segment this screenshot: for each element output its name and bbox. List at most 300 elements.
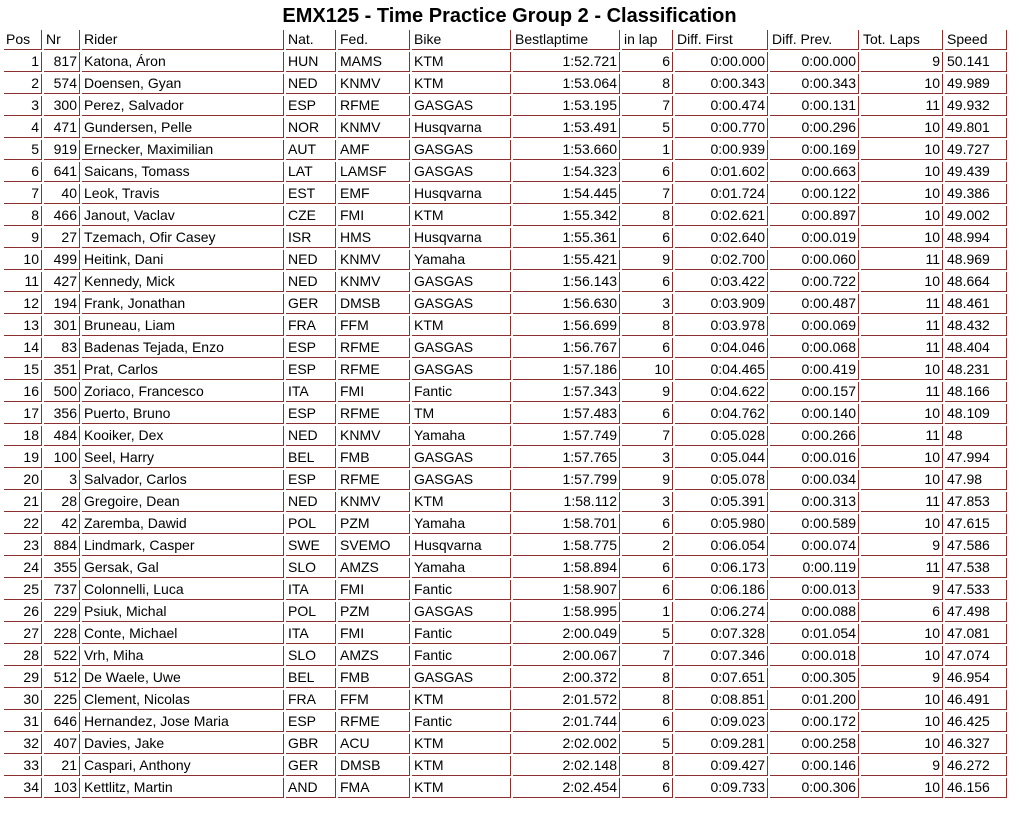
cell-speed: 47.498 — [945, 602, 1007, 622]
cell-diff-first: 0:00.770 — [675, 118, 768, 138]
cell-fed: AMZS — [338, 646, 410, 666]
cell-in-lap: 6 — [622, 712, 673, 732]
cell-tot-laps: 10 — [861, 734, 943, 754]
cell-fed: HMS — [338, 228, 410, 248]
cell-diff-prev: 0:00.016 — [770, 448, 859, 468]
cell-diff-prev: 0:01.054 — [770, 624, 859, 644]
cell-fed: RFME — [338, 404, 410, 424]
cell-diff-prev: 0:00.140 — [770, 404, 859, 424]
cell-diff-first: 0:02.640 — [675, 228, 768, 248]
cell-speed: 46.156 — [945, 778, 1007, 798]
cell-rider: Leok, Travis — [82, 184, 284, 204]
cell-diff-prev: 0:00.034 — [770, 470, 859, 490]
cell-speed: 49.989 — [945, 74, 1007, 94]
cell-bestlaptime: 1:57.186 — [513, 360, 620, 380]
table-row — [4, 514, 1007, 534]
table-row — [4, 580, 1007, 600]
cell-nr: 3 — [44, 470, 80, 490]
cell-in-lap: 6 — [622, 404, 673, 424]
cell-diff-prev: 0:00.663 — [770, 162, 859, 182]
cell-in-lap: 6 — [622, 338, 673, 358]
cell-diff-first: 0:06.186 — [675, 580, 768, 600]
cell-speed: 48.664 — [945, 272, 1007, 292]
cell-tot-laps: 10 — [861, 778, 943, 798]
cell-in-lap: 6 — [622, 558, 673, 578]
cell-in-lap: 1 — [622, 140, 673, 160]
cell-diff-prev: 0:00.068 — [770, 338, 859, 358]
cell-bike: GASGAS — [412, 272, 511, 292]
table-body — [4, 52, 1007, 798]
cell-speed: 49.002 — [945, 206, 1007, 226]
cell-speed: 47.538 — [945, 558, 1007, 578]
cell-pos: 19 — [4, 448, 42, 468]
cell-nr: 225 — [44, 690, 80, 710]
cell-fed: FMA — [338, 778, 410, 798]
cell-rider: Zoriaco, Francesco — [82, 382, 284, 402]
cell-nat: NED — [286, 250, 336, 270]
cell-in-lap: 5 — [622, 118, 673, 138]
cell-diff-first: 0:05.078 — [675, 470, 768, 490]
cell-speed: 46.491 — [945, 690, 1007, 710]
cell-speed: 47.98 — [945, 470, 1007, 490]
cell-diff-prev: 0:00.013 — [770, 580, 859, 600]
cell-speed: 48 — [945, 426, 1007, 446]
cell-pos: 34 — [4, 778, 42, 798]
cell-in-lap: 10 — [622, 360, 673, 380]
table-row — [4, 250, 1007, 270]
cell-fed: FMI — [338, 382, 410, 402]
cell-nr: 42 — [44, 514, 80, 534]
cell-nat: ITA — [286, 624, 336, 644]
cell-bestlaptime: 2:02.148 — [513, 756, 620, 776]
cell-fed: FMI — [338, 580, 410, 600]
cell-tot-laps: 11 — [861, 492, 943, 512]
cell-nat: POL — [286, 602, 336, 622]
cell-in-lap: 8 — [622, 690, 673, 710]
cell-bike: KTM — [412, 52, 511, 72]
cell-pos: 26 — [4, 602, 42, 622]
cell-rider: Kennedy, Mick — [82, 272, 284, 292]
cell-nat: AND — [286, 778, 336, 798]
cell-speed: 49.386 — [945, 184, 1007, 204]
cell-bike: Yamaha — [412, 514, 511, 534]
table-row — [4, 470, 1007, 490]
table-row — [4, 712, 1007, 732]
cell-bike: Yamaha — [412, 250, 511, 270]
cell-speed: 48.461 — [945, 294, 1007, 314]
cell-tot-laps: 11 — [861, 382, 943, 402]
cell-diff-first: 0:02.700 — [675, 250, 768, 270]
cell-bestlaptime: 1:57.483 — [513, 404, 620, 424]
cell-diff-first: 0:02.621 — [675, 206, 768, 226]
cell-fed: FMI — [338, 624, 410, 644]
cell-fed: FMI — [338, 206, 410, 226]
cell-nr: 574 — [44, 74, 80, 94]
cell-pos: 24 — [4, 558, 42, 578]
cell-fed: RFME — [338, 96, 410, 116]
cell-diff-prev: 0:00.897 — [770, 206, 859, 226]
table-row — [4, 118, 1007, 138]
cell-fed: LAMSF — [338, 162, 410, 182]
cell-speed: 48.969 — [945, 250, 1007, 270]
cell-in-lap: 9 — [622, 382, 673, 402]
cell-diff-first: 0:09.281 — [675, 734, 768, 754]
cell-pos: 4 — [4, 118, 42, 138]
cell-diff-prev: 0:00.343 — [770, 74, 859, 94]
cell-tot-laps: 10 — [861, 404, 943, 424]
header-in-lap: in lap — [622, 30, 673, 50]
cell-diff-first: 0:01.602 — [675, 162, 768, 182]
cell-tot-laps: 9 — [861, 668, 943, 688]
cell-fed: KNMV — [338, 118, 410, 138]
cell-speed: 47.994 — [945, 448, 1007, 468]
cell-speed: 49.439 — [945, 162, 1007, 182]
cell-nr: 21 — [44, 756, 80, 776]
cell-rider: De Waele, Uwe — [82, 668, 284, 688]
cell-in-lap: 3 — [622, 294, 673, 314]
cell-nat: GER — [286, 756, 336, 776]
cell-pos: 10 — [4, 250, 42, 270]
cell-diff-prev: 0:00.157 — [770, 382, 859, 402]
table-row — [4, 294, 1007, 314]
cell-bestlaptime: 2:00.067 — [513, 646, 620, 666]
cell-diff-prev: 0:00.419 — [770, 360, 859, 380]
cell-bestlaptime: 1:58.112 — [513, 492, 620, 512]
cell-fed: RFME — [338, 360, 410, 380]
cell-nr: 884 — [44, 536, 80, 556]
cell-pos: 5 — [4, 140, 42, 160]
cell-diff-first: 0:09.023 — [675, 712, 768, 732]
cell-rider: Seel, Harry — [82, 448, 284, 468]
cell-speed: 49.727 — [945, 140, 1007, 160]
cell-tot-laps: 10 — [861, 624, 943, 644]
cell-bestlaptime: 1:56.767 — [513, 338, 620, 358]
header-rider: Rider — [82, 30, 284, 50]
cell-in-lap: 8 — [622, 316, 673, 336]
cell-bike: GASGAS — [412, 294, 511, 314]
cell-diff-prev: 0:00.169 — [770, 140, 859, 160]
table-row — [4, 646, 1007, 666]
cell-rider: Zaremba, Dawid — [82, 514, 284, 534]
table-row — [4, 206, 1007, 226]
cell-speed: 47.853 — [945, 492, 1007, 512]
cell-fed: KNMV — [338, 250, 410, 270]
cell-nr: 466 — [44, 206, 80, 226]
cell-bestlaptime: 2:02.002 — [513, 734, 620, 754]
cell-fed: DMSB — [338, 294, 410, 314]
cell-nat: AUT — [286, 140, 336, 160]
cell-bike: Fantic — [412, 646, 511, 666]
cell-bike: KTM — [412, 778, 511, 798]
cell-rider: Vrh, Miha — [82, 646, 284, 666]
cell-tot-laps: 10 — [861, 272, 943, 292]
cell-bestlaptime: 1:56.630 — [513, 294, 620, 314]
table-row — [4, 96, 1007, 116]
cell-fed: PZM — [338, 602, 410, 622]
cell-diff-prev: 0:00.487 — [770, 294, 859, 314]
cell-in-lap: 8 — [622, 206, 673, 226]
cell-in-lap: 8 — [622, 756, 673, 776]
cell-tot-laps: 10 — [861, 184, 943, 204]
cell-pos: 12 — [4, 294, 42, 314]
header-bike: Bike — [412, 30, 511, 50]
cell-bike: Fantic — [412, 580, 511, 600]
table-row — [4, 778, 1007, 798]
cell-rider: Heitink, Dani — [82, 250, 284, 270]
cell-nat: ESP — [286, 712, 336, 732]
cell-bike: GASGAS — [412, 162, 511, 182]
cell-pos: 27 — [4, 624, 42, 644]
cell-nr: 407 — [44, 734, 80, 754]
cell-diff-first: 0:07.346 — [675, 646, 768, 666]
cell-diff-first: 0:06.274 — [675, 602, 768, 622]
cell-tot-laps: 11 — [861, 558, 943, 578]
cell-speed: 48.166 — [945, 382, 1007, 402]
cell-tot-laps: 10 — [861, 470, 943, 490]
cell-diff-first: 0:09.427 — [675, 756, 768, 776]
cell-tot-laps: 11 — [861, 338, 943, 358]
cell-rider: Davies, Jake — [82, 734, 284, 754]
table-row — [4, 316, 1007, 336]
cell-fed: KNMV — [338, 74, 410, 94]
cell-tot-laps: 9 — [861, 52, 943, 72]
table-row — [4, 74, 1007, 94]
cell-tot-laps: 10 — [861, 206, 943, 226]
cell-bestlaptime: 1:57.765 — [513, 448, 620, 468]
cell-nr: 522 — [44, 646, 80, 666]
cell-nr: 28 — [44, 492, 80, 512]
cell-nat: NED — [286, 74, 336, 94]
cell-nr: 471 — [44, 118, 80, 138]
cell-in-lap: 6 — [622, 272, 673, 292]
cell-in-lap: 5 — [622, 734, 673, 754]
cell-nr: 351 — [44, 360, 80, 380]
table-row — [4, 52, 1007, 72]
cell-tot-laps: 11 — [861, 316, 943, 336]
cell-nat: POL — [286, 514, 336, 534]
cell-diff-prev: 0:00.258 — [770, 734, 859, 754]
cell-bike: Husqvarna — [412, 184, 511, 204]
cell-bike: GASGAS — [412, 448, 511, 468]
cell-fed: AMZS — [338, 558, 410, 578]
cell-in-lap: 9 — [622, 470, 673, 490]
table-row — [4, 360, 1007, 380]
cell-tot-laps: 10 — [861, 140, 943, 160]
page-title: EMX125 - Time Practice Group 2 - Classification — [282, 5, 737, 27]
cell-fed: DMSB — [338, 756, 410, 776]
cell-fed: FMB — [338, 448, 410, 468]
cell-diff-first: 0:00.474 — [675, 96, 768, 116]
cell-bike: KTM — [412, 206, 511, 226]
cell-bestlaptime: 1:58.894 — [513, 558, 620, 578]
cell-diff-prev: 0:00.088 — [770, 602, 859, 622]
cell-diff-first: 0:04.046 — [675, 338, 768, 358]
cell-rider: Clement, Nicolas — [82, 690, 284, 710]
cell-diff-prev: 0:00.060 — [770, 250, 859, 270]
cell-tot-laps: 10 — [861, 162, 943, 182]
cell-pos: 13 — [4, 316, 42, 336]
cell-bestlaptime: 1:58.995 — [513, 602, 620, 622]
cell-tot-laps: 11 — [861, 294, 943, 314]
cell-diff-first: 0:06.173 — [675, 558, 768, 578]
cell-tot-laps: 10 — [861, 712, 943, 732]
cell-rider: Gundersen, Pelle — [82, 118, 284, 138]
cell-pos: 6 — [4, 162, 42, 182]
cell-rider: Salvador, Carlos — [82, 470, 284, 490]
classification-table — [2, 28, 1009, 800]
cell-diff-first: 0:00.343 — [675, 74, 768, 94]
cell-bestlaptime: 1:58.775 — [513, 536, 620, 556]
cell-nr: 427 — [44, 272, 80, 292]
cell-pos: 8 — [4, 206, 42, 226]
cell-pos: 25 — [4, 580, 42, 600]
cell-nr: 355 — [44, 558, 80, 578]
header-speed: Speed — [945, 30, 1007, 50]
cell-bestlaptime: 1:58.907 — [513, 580, 620, 600]
cell-diff-first: 0:04.762 — [675, 404, 768, 424]
cell-diff-prev: 0:00.589 — [770, 514, 859, 534]
cell-speed: 48.404 — [945, 338, 1007, 358]
table-row — [4, 624, 1007, 644]
cell-diff-first: 0:04.622 — [675, 382, 768, 402]
cell-fed: KNMV — [338, 426, 410, 446]
cell-tot-laps: 10 — [861, 690, 943, 710]
table-row — [4, 536, 1007, 556]
cell-bestlaptime: 1:54.323 — [513, 162, 620, 182]
cell-nat: FRA — [286, 690, 336, 710]
cell-bestlaptime: 2:02.454 — [513, 778, 620, 798]
cell-fed: ACU — [338, 734, 410, 754]
cell-nr: 919 — [44, 140, 80, 160]
cell-bestlaptime: 1:53.660 — [513, 140, 620, 160]
table-row — [4, 272, 1007, 292]
cell-tot-laps: 10 — [861, 74, 943, 94]
cell-bike: KTM — [412, 316, 511, 336]
cell-nat: NED — [286, 426, 336, 446]
cell-bike: GASGAS — [412, 360, 511, 380]
cell-rider: Badenas Tejada, Enzo — [82, 338, 284, 358]
cell-diff-prev: 0:01.200 — [770, 690, 859, 710]
cell-diff-first: 0:03.909 — [675, 294, 768, 314]
cell-tot-laps: 10 — [861, 360, 943, 380]
cell-bestlaptime: 1:55.342 — [513, 206, 620, 226]
header-fed: Fed. — [338, 30, 410, 50]
table-row — [4, 602, 1007, 622]
cell-pos: 3 — [4, 96, 42, 116]
cell-speed: 50.141 — [945, 52, 1007, 72]
cell-diff-prev: 0:00.172 — [770, 712, 859, 732]
table-row — [4, 338, 1007, 358]
cell-nat: LAT — [286, 162, 336, 182]
cell-diff-first: 0:05.028 — [675, 426, 768, 446]
cell-rider: Ernecker, Maximilian — [82, 140, 284, 160]
cell-diff-prev: 0:00.018 — [770, 646, 859, 666]
cell-nr: 301 — [44, 316, 80, 336]
cell-pos: 20 — [4, 470, 42, 490]
cell-nat: ESP — [286, 338, 336, 358]
cell-rider: Tzemach, Ofir Casey — [82, 228, 284, 248]
cell-diff-prev: 0:00.266 — [770, 426, 859, 446]
cell-speed: 48.231 — [945, 360, 1007, 380]
cell-nat: CZE — [286, 206, 336, 226]
cell-bestlaptime: 2:01.572 — [513, 690, 620, 710]
cell-nr: 100 — [44, 448, 80, 468]
cell-bike: KTM — [412, 492, 511, 512]
cell-tot-laps: 10 — [861, 448, 943, 468]
cell-bike: GASGAS — [412, 140, 511, 160]
cell-nat: ISR — [286, 228, 336, 248]
cell-nat: SLO — [286, 558, 336, 578]
cell-bestlaptime: 1:55.361 — [513, 228, 620, 248]
cell-diff-prev: 0:00.122 — [770, 184, 859, 204]
cell-bestlaptime: 2:00.372 — [513, 668, 620, 688]
cell-speed: 48.994 — [945, 228, 1007, 248]
cell-rider: Kettlitz, Martin — [82, 778, 284, 798]
table-row — [4, 448, 1007, 468]
cell-in-lap: 5 — [622, 624, 673, 644]
cell-pos: 22 — [4, 514, 42, 534]
cell-nat: ESP — [286, 470, 336, 490]
table-row — [4, 228, 1007, 248]
header-bestlaptime: Bestlaptime — [513, 30, 620, 50]
cell-nat: ESP — [286, 96, 336, 116]
cell-bestlaptime: 1:56.699 — [513, 316, 620, 336]
cell-rider: Conte, Michael — [82, 624, 284, 644]
cell-diff-first: 0:03.978 — [675, 316, 768, 336]
cell-in-lap: 6 — [622, 228, 673, 248]
cell-pos: 30 — [4, 690, 42, 710]
cell-pos: 32 — [4, 734, 42, 754]
cell-nr: 817 — [44, 52, 80, 72]
cell-bike: Husqvarna — [412, 536, 511, 556]
cell-diff-first: 0:05.391 — [675, 492, 768, 512]
cell-pos: 21 — [4, 492, 42, 512]
cell-nr: 228 — [44, 624, 80, 644]
cell-diff-first: 0:08.851 — [675, 690, 768, 710]
cell-nr: 356 — [44, 404, 80, 424]
cell-rider: Saicans, Tomass — [82, 162, 284, 182]
cell-tot-laps: 10 — [861, 646, 943, 666]
cell-rider: Hernandez, Jose Maria — [82, 712, 284, 732]
cell-nat: ESP — [286, 360, 336, 380]
cell-nr: 500 — [44, 382, 80, 402]
cell-nat: ITA — [286, 382, 336, 402]
cell-in-lap: 7 — [622, 426, 673, 446]
cell-pos: 2 — [4, 74, 42, 94]
cell-pos: 15 — [4, 360, 42, 380]
cell-speed: 46.954 — [945, 668, 1007, 688]
cell-fed: RFME — [338, 470, 410, 490]
cell-bestlaptime: 1:58.701 — [513, 514, 620, 534]
cell-bike: Yamaha — [412, 426, 511, 446]
cell-rider: Lindmark, Casper — [82, 536, 284, 556]
cell-diff-prev: 0:00.074 — [770, 536, 859, 556]
cell-diff-prev: 0:00.305 — [770, 668, 859, 688]
cell-bike: Fantic — [412, 624, 511, 644]
cell-in-lap: 6 — [622, 514, 673, 534]
cell-diff-prev: 0:00.000 — [770, 52, 859, 72]
cell-fed: SVEMO — [338, 536, 410, 556]
table-row — [4, 426, 1007, 446]
cell-speed: 46.272 — [945, 756, 1007, 776]
table-row — [4, 734, 1007, 754]
cell-tot-laps: 11 — [861, 426, 943, 446]
cell-pos: 31 — [4, 712, 42, 732]
cell-diff-first: 0:01.724 — [675, 184, 768, 204]
cell-fed: EMF — [338, 184, 410, 204]
cell-bike: KTM — [412, 756, 511, 776]
cell-bestlaptime: 1:53.195 — [513, 96, 620, 116]
